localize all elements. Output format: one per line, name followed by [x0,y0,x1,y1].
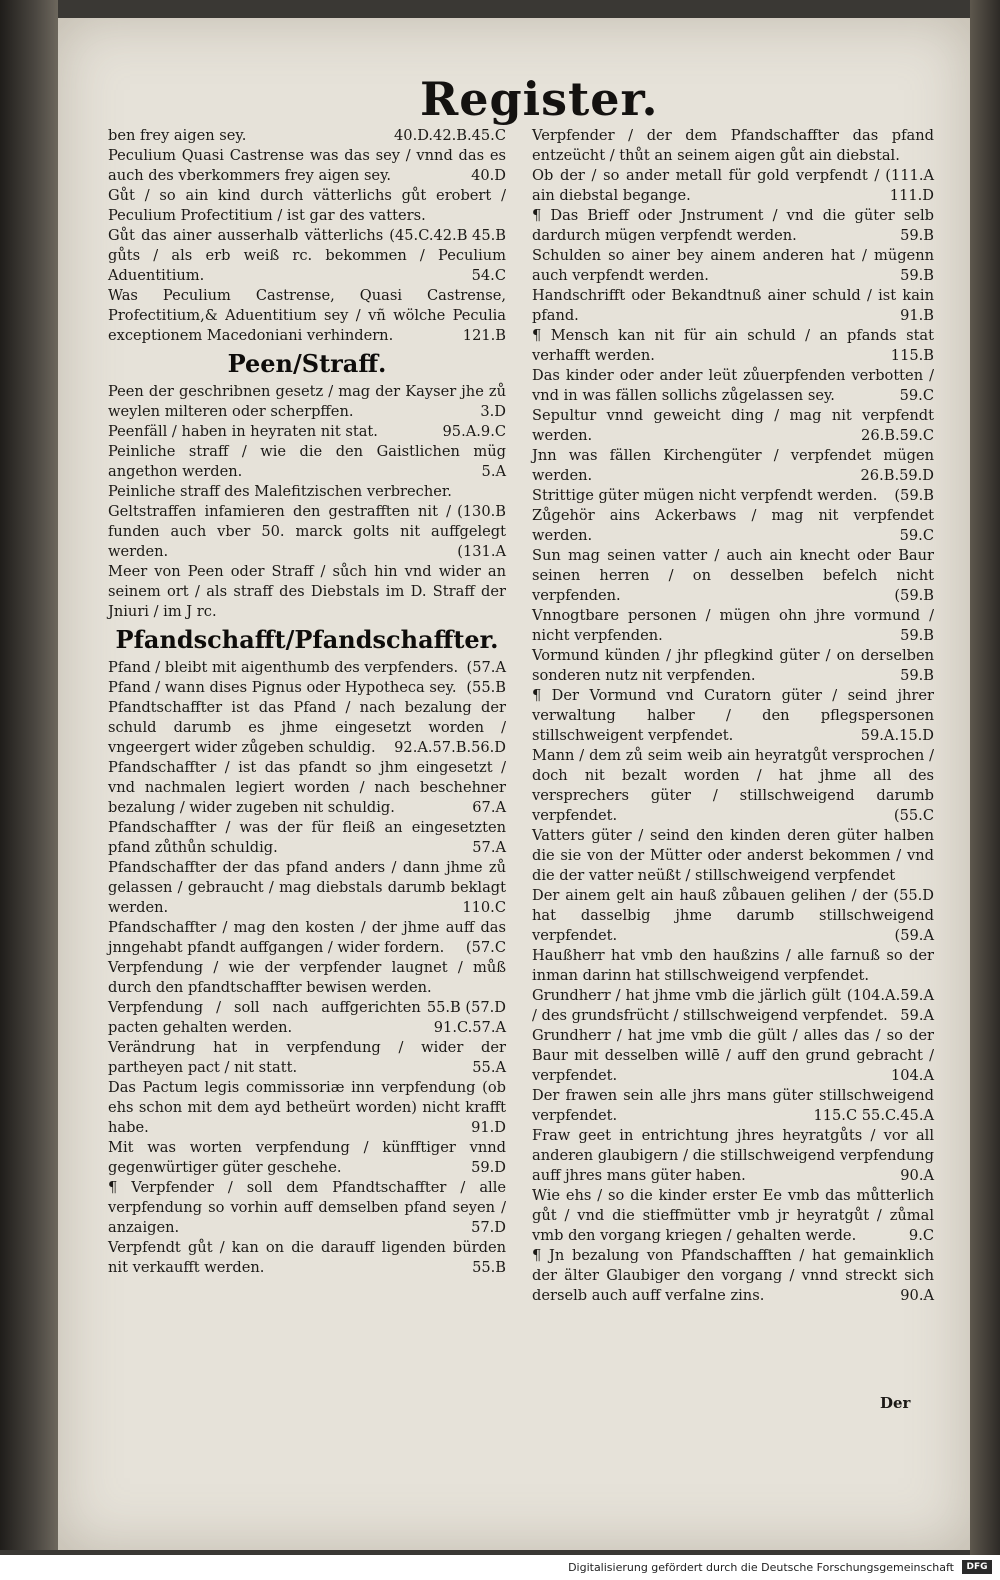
entry-reference: 91.B [900,307,934,324]
entry-text: Das kinder oder ander leüt zůuerpfenden verbotten / vnd in was fällen sollichs zůgelassen sey. [532,367,934,404]
entry-text: Schulden so ainer bey ainem anderen hat / mügenn auch verpfendt werden. [532,247,934,284]
index-entry [108,698,506,758]
entry-text: Grundherr / hat jhme vmb die järlich gült / des grundsfrücht / stillschweigend verpfendet. [532,987,888,1024]
entry-reference: 40.D [471,167,506,184]
entry-text: Jnn was fällen Kirchengüter / verpfendet mügen werden. [532,447,934,484]
entry-text: Sepultur vnnd geweicht ding / mag nit verpfendt werden. [532,407,934,444]
index-entry [108,502,506,562]
entry-text: Gůt / so ain kind durch vätterlichs gůt erobert / Peculium Profectitium / ist gar des vatters. [108,187,506,224]
entry-reference: (57.C [465,939,506,956]
entry-text: Mit was worten verpfendung / künfftiger vnnd gegenwürtiger güter geschehe. [108,1139,506,1176]
entry-reference: (111.A [885,167,934,184]
entry-reference: (131.A [457,543,506,560]
right-column [532,126,934,1306]
index-entry [108,858,506,918]
footer-bar [0,1555,1000,1580]
index-entry [532,546,934,606]
entry-reference: 90.A [900,1287,934,1304]
entry-reference: (55.D [893,887,934,904]
entry-reference: 55.B (57.D [426,999,506,1016]
entry-reference: (57.A [466,659,506,676]
entry-text: Mann / dem zů seim weib ain heyratgůt versprochen / doch nit bezalt worden / hat jhme all des versprechers güter / stillschweigend darumb verpfendet. [532,747,934,824]
index-entry [532,246,934,286]
entry-reference: 40.D.42.B.45.C [394,127,506,144]
entry-reference: 104.A [890,1067,934,1084]
index-entry [108,146,506,186]
index-entry [108,382,506,422]
entry-text: Wie ehs / so die kinder erster Ee vmb das můtterlich gůt / vnd die stieffmütter vmb jr heyratgůt / zůmal vmb den vorgang kriegen / gehalten werde. [532,1187,934,1244]
entry-text: ben frey aigen sey. [108,127,247,144]
entry-reference: 55.A [472,1059,506,1076]
catchword: Der [880,1394,911,1412]
left-column [108,126,506,1278]
dfg-logo: DFG [962,1560,992,1574]
index-entry [532,606,934,646]
entry-reference: 115.B [890,347,934,364]
index-entry [532,126,934,184]
index-entry [108,442,506,482]
entry-reference: 57.A [472,839,506,856]
entry-text: Pfandtschaffter ist das Pfand / nach bezalung der schuld darumb es jhme eingesetzt worden / vngeergert wider zůgeben schuldig. [108,699,506,756]
index-entry [532,646,934,686]
entry-text: Haußherr hat vmb den haußzins / alle farnuß so der inman darinn hat stillschweigend verpfendet. [532,947,934,984]
index-entry [108,1078,506,1138]
index-entry [532,366,934,406]
entry-reference: 59.A.15.D [860,727,934,744]
index-entry [532,986,934,1026]
index-entry [108,998,506,1038]
index-entry [108,226,506,286]
index-entry [108,126,506,146]
entry-text: Peinliche straff des Malefitzischen verbrecher. [108,483,452,500]
index-entry [532,1186,934,1246]
entry-text: Vnnogtbare personen / mügen ohn jhre vormund / nicht verpfenden. [532,607,934,644]
index-entry [108,482,506,520]
index-entry [532,326,934,366]
entry-reference: (59.B [894,587,934,604]
index-entry [532,486,934,506]
index-entry [108,422,506,442]
index-entry [532,826,934,904]
index-entry [532,506,934,546]
entry-text: Der ainem gelt ain hauß zůbauen gelihen / der hat dasselbig jhme darumb stillschweigend verpfendet. [532,887,934,944]
entry-reference: 59.B [900,227,934,244]
entry-text: Peinliche straff / wie die den Gaistlichen müg angethon werden. [108,443,506,480]
index-entry [532,686,934,746]
entry-text: Geltstraffen infamieren den gestrafften nit / funden auch vber 50. marck golts nit auffgelegt werden. [108,503,506,560]
entry-reference: (59.A [894,927,934,944]
entry-reference: 111.D [889,187,934,204]
entry-text: Pfand / bleibt mit aigenthumb des verpfenders. [108,659,459,676]
entry-reference: 121.B [462,327,506,344]
index-entry [532,1246,934,1306]
entry-text: Pfandschaffter / mag den kosten / der jhme auff das jnngehabt pfandt auffgangen / wider fordern. [108,919,506,956]
entry-text: Verpfendung / soll nach auffgerichten pacten gehalten werden. [108,999,421,1036]
entry-reference: 59.C [899,387,934,404]
index-entry [108,758,506,818]
entry-text: Verpfendt gůt / kan on die darauff ligenden bürden nit verkaufft werden. [108,1239,506,1276]
entry-text: Zůgehör ains Ackerbaws / mag nit verpfendet werden. [532,507,934,544]
index-entry [108,958,506,1016]
entry-reference: 57.D [471,1219,506,1236]
entry-text: Der frawen sein alle jhrs mans güter stillschweigend verpfendet. [532,1087,934,1124]
entry-reference: 115.C 55.C.45.A [813,1107,934,1124]
entry-reference: 26.B.59.C [861,427,934,444]
entry-reference: 26.B.59.D [860,467,934,484]
entry-reference: 91.C.57.A [433,1019,506,1036]
entry-text: Das Pactum legis commissoriæ inn verpfendung (ob ehs schon mit dem ayd betheürt worden) nicht krafft habe. [108,1079,506,1136]
entry-reference: 9.C [908,1227,934,1244]
index-entry [108,286,506,346]
entry-reference: 59.B [900,627,934,644]
page-title: Register. [420,72,659,126]
entry-reference: 59.B [900,267,934,284]
index-entry [108,678,506,698]
entry-text: Verpfender / der dem Pfandschaffter das pfand entzeücht / thůt an seinem aigen gůt ain diebstal. [532,127,934,164]
entry-reference: 59.A [900,1007,934,1024]
entry-reference: 54.C [471,267,506,284]
entry-text: Fraw geet in entrichtung jhres heyratgůts / vor all anderen glaubigern / die stillschweigend verpfendung auff jhres mans güter haben. [532,1127,934,1184]
index-entry [532,206,934,246]
entry-reference: 90.A [900,1167,934,1184]
entry-text: Peen der geschribnen gesetz / mag der Kayser jhe zů weylen milteren oder scherpffen. [108,383,506,420]
entry-reference: 59.B [900,667,934,684]
entry-text: Meer von Peen oder Straff / sůch hin vnd wider an seinem ort / als straff des Diebstals im D. Straff der Jniuri / im J rc. [108,563,506,620]
index-entry [108,1238,506,1278]
section-heading-peen: Peen/Straff. [227,349,387,378]
entry-text: Pfandschaffter / was der für fleiß an eingesetzten pfand zůthůn schuldig. [108,819,506,856]
book-spine [0,0,58,1550]
entry-reference: (104.A.59.A [846,987,934,1004]
entry-text: Peculium Quasi Castrense was das sey / vnnd das es auch des vberkommers frey aigen sey. [108,147,506,184]
index-entry [532,1126,934,1186]
entry-reference: (55.B [466,679,506,696]
index-entry [532,406,934,446]
index-entry [532,886,934,946]
entry-text: Pfandschaffter der das pfand anders / dann jhme zů gelassen / gebraucht / mag diebstals darumb beklagt werden. [108,859,506,916]
entry-reference: 55.B [472,1259,506,1276]
entry-text: ¶ Das Brieff oder Jnstrument / vnd die güter selb dardurch mügen verpfendt werden. [532,207,934,244]
index-entry [532,1086,934,1126]
entry-text: ¶ Jn bezalung von Pfandschafften / hat gemainklich der älter Glaubiger den vorgang / vnnd streckt sich derselb auch auff verfalne zins. [532,1247,934,1304]
entry-reference: 91.D [471,1119,506,1136]
entry-reference: 59.D [471,1159,506,1176]
entry-text: Verpfendung / wie der verpfender laugnet / můß durch den pfandtschaffter bewisen werden. [108,959,506,996]
entry-text: Handschrifft oder Bekandtnuß ainer schuld / ist kain pfand. [532,287,934,324]
entry-text: Grundherr / hat jme vmb die gült / alles das / so der Baur mit desselben willē / auff den grund gebracht / verpfendet. [532,1027,934,1084]
index-entry [532,446,934,486]
entry-reference: (130.B [457,503,506,520]
entry-reference: 95.A.9.C [442,423,506,440]
entry-reference: (59.B [894,487,934,504]
entry-reference: (55.C [893,807,934,824]
entry-text: Pfand / wann dises Pignus oder Hypotheca sey. [108,679,457,696]
entry-reference: 92.A.57.B.56.D [394,739,506,756]
index-entry [532,746,934,826]
entry-reference: 67.A [472,799,506,816]
index-entry [108,918,506,958]
index-entry [108,1038,506,1078]
book-edge [970,0,1000,1560]
entry-text: Gůt das ainer ausserhalb vätterlichs gůts / als erb weiß rc. bekommen / Peculium Aduentitium. [108,227,506,284]
index-entry [108,186,506,244]
entry-text: Vatters güter / seind den kinden deren güter halben die sie von der Mütter oder anderst bekommen / vnd die der vatter neüßt / stillschweigend verpfendet [532,827,934,884]
entry-text: ¶ Verpfender / soll dem Pfandtschaffter / alle verpfendung so vorhin auff demselben pfand seyen / anzaigen. [108,1179,506,1236]
entry-text: Vormund künden / jhr pflegkind güter / on derselben sonderen nutz nit verpfenden. [532,647,934,684]
entry-text: Peenfäll / haben in heyraten nit stat. [108,423,378,440]
index-entry [532,286,934,326]
index-entry [532,1026,934,1086]
entry-text: Pfandschaffter / ist das pfandt so jhm eingesetzt / vnd nachmalen legiert worden / nach beschehner bezalung / wider zugeben nit schuldig. [108,759,506,816]
entry-text: Was Peculium Castrense, Quasi Castrense, Profectitium,& Aduentitium sey / vñ wölche Peculia exceptionem Macedoniani verhindern. [108,287,506,344]
entry-reference: 110.C [462,899,506,916]
entry-text: Ob der / so ander metall für gold verpfendt / ain diebstal begange. [532,167,880,204]
footer-credit: Digitalisierung gefördert durch die Deutsche Forschungsgemeinschaft [568,1561,954,1574]
entry-text: Sun mag seinen vatter / auch ain knecht oder Baur seinen herren / on desselben befelch nicht verpfenden. [532,547,934,604]
entry-text: ¶ Mensch kan nit für ain schuld / an pfands stat verhafft werden. [532,327,934,364]
index-entry [108,562,506,622]
index-entry [108,1178,506,1238]
entry-text: Verändrung hat in verpfendung / wider der partheyen pact / nit statt. [108,1039,506,1076]
index-entry [532,166,934,206]
entry-reference: 3.D [480,403,506,420]
entry-reference: 59.C [899,527,934,544]
entry-reference: 5.A [481,463,506,480]
entry-text: ¶ Der Vormund vnd Curatorn güter / seind jhrer verwaltung halber / den pflegspersonen stillschweigent verpfendet. [532,687,934,744]
section-heading-pfandschafft: Pfandschafft/Pfandschaffter. [115,625,499,654]
index-entry [108,818,506,858]
index-entry [532,946,934,1004]
index-entry [108,658,506,678]
index-entry [108,1138,506,1178]
entry-text: Strittige güter mügen nicht verpfendt werden. [532,487,878,504]
entry-reference: (45.C.42.B 45.B [389,227,506,244]
